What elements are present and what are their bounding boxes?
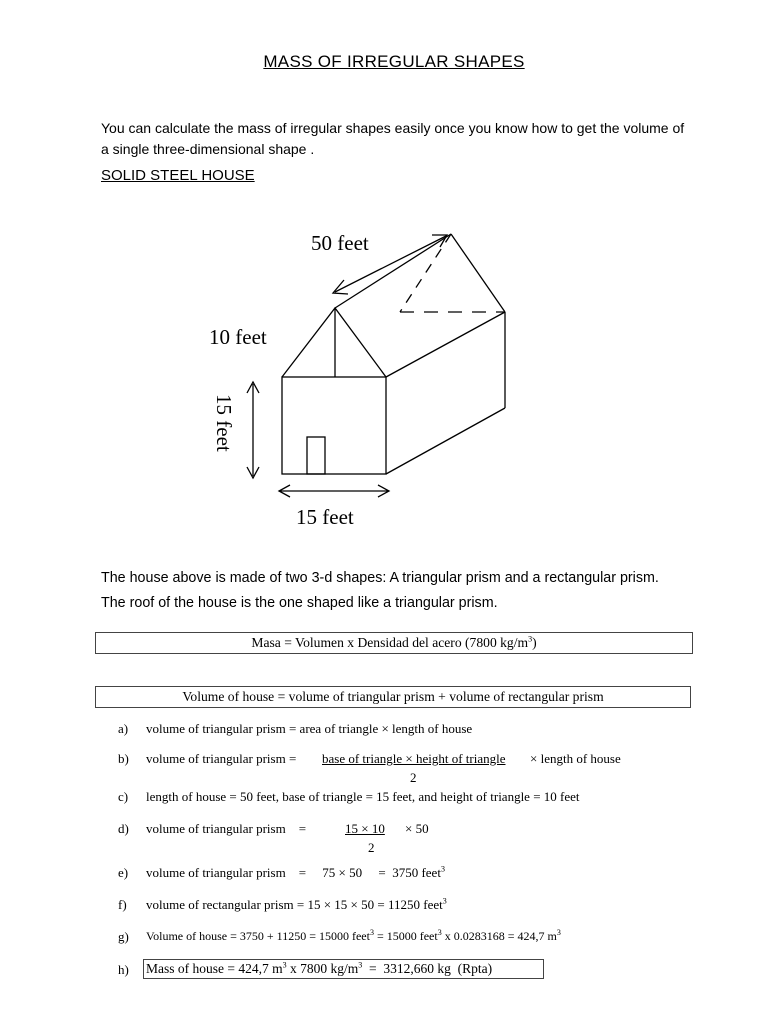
step-f-line — [146, 897, 447, 913]
step-b-rhs: × length of house — [530, 751, 621, 766]
density-formula-box — [95, 632, 693, 654]
step-d-lhs: volume of triangular prism = — [146, 821, 307, 836]
description-line-2: The roof of the house is the one shaped like a triangular prism. — [101, 595, 498, 611]
step-e-exp: 3 — [440, 864, 445, 874]
page-title: MASS OF IRREGULAR SHAPES — [263, 52, 525, 71]
step-b-denominator: 2 — [410, 770, 417, 785]
step-h-letter: h) — [118, 962, 129, 977]
intro-paragraph — [101, 118, 701, 160]
intro-line-2: a single three-dimensional shape . — [101, 141, 315, 157]
section-heading: SOLID STEEL HOUSE — [101, 167, 255, 184]
step-g-exp-3: 3 — [556, 928, 561, 937]
step-c-text: length of house = 50 feet, base of triangle = 15 feet, and height of triangle = 10 feet — [146, 789, 580, 804]
house-diagram — [196, 222, 526, 542]
back-gable-edge — [451, 234, 505, 312]
step-h-exp-2: 3 — [358, 960, 363, 970]
step-h-exp-1: 3 — [282, 960, 287, 970]
density-formula-close: ) — [532, 635, 537, 650]
density-formula-text: Masa = Volumen x Densidad del acero (7800 kg/m — [251, 635, 529, 650]
description-line-1: The house above is made of two 3-d shapes: A triangular prism and a rectangular prism. — [101, 570, 659, 586]
step-g-exp-2: 3 — [437, 928, 442, 937]
front-wall — [282, 377, 386, 474]
label-15-feet-vertical: 15 feet — [212, 394, 236, 452]
label-15-feet-horizontal: 15 feet — [296, 505, 354, 529]
step-g-line — [146, 929, 561, 944]
step-e-letter: e) — [118, 865, 129, 880]
step-d-letter: d) — [118, 821, 129, 836]
step-b-lhs: volume of triangular prism = — [146, 751, 297, 766]
step-h-part-1: Mass of house = 424,7 m — [146, 961, 283, 976]
mass-result-box — [143, 959, 544, 979]
step-e-text: volume of triangular prism = 75 × 50 = 3750 feet — [146, 865, 441, 880]
step-b-letter: b) — [118, 751, 129, 766]
step-g-exp-1: 3 — [369, 928, 374, 937]
step-a-text: volume of triangular prism = area of triangle × length of house — [146, 721, 473, 736]
front-gable — [282, 308, 386, 377]
intro-line-1: You can calculate the mass of irregular shapes easily once you know how to get the volume of — [101, 120, 685, 136]
step-d-rhs: × 50 — [405, 821, 429, 836]
step-h-part-3: = 3312,660 kg (Rpta) — [362, 961, 493, 976]
description-paragraph — [101, 566, 685, 616]
step-g-part-3: x 0.0283168 = 424,7 m — [441, 929, 557, 943]
step-a-letter: a) — [118, 721, 129, 736]
step-d-numerator: 15 × 10 — [345, 821, 385, 836]
step-f-exp: 3 — [442, 896, 447, 906]
step-c-letter: c) — [118, 789, 129, 804]
density-formula-exp: 3 — [528, 634, 533, 644]
step-g-part-2: = 15000 feet — [373, 929, 438, 943]
step-e-line — [146, 865, 445, 881]
step-f-text: volume of rectangular prism = 15 × 15 × 50 = 11250 feet — [146, 897, 443, 912]
step-f-letter: f) — [118, 897, 127, 912]
step-d-denominator: 2 — [368, 840, 375, 855]
label-10-feet: 10 feet — [209, 325, 267, 349]
step-g-part-1: Volume of house = 3750 + 11250 = 15000 feet — [146, 929, 370, 943]
door — [307, 437, 325, 474]
label-50-feet: 50 feet — [311, 231, 369, 255]
side-wall-bottom — [386, 408, 505, 474]
step-h-part-2: x 7800 kg/m — [286, 961, 359, 976]
roof-eave — [386, 312, 505, 377]
step-b-numerator: base of triangle × height of triangle — [322, 751, 506, 766]
volume-formula-box: Volume of house = volume of triangular prism + volume of rectangular prism — [95, 686, 691, 708]
step-g-letter: g) — [118, 929, 129, 944]
